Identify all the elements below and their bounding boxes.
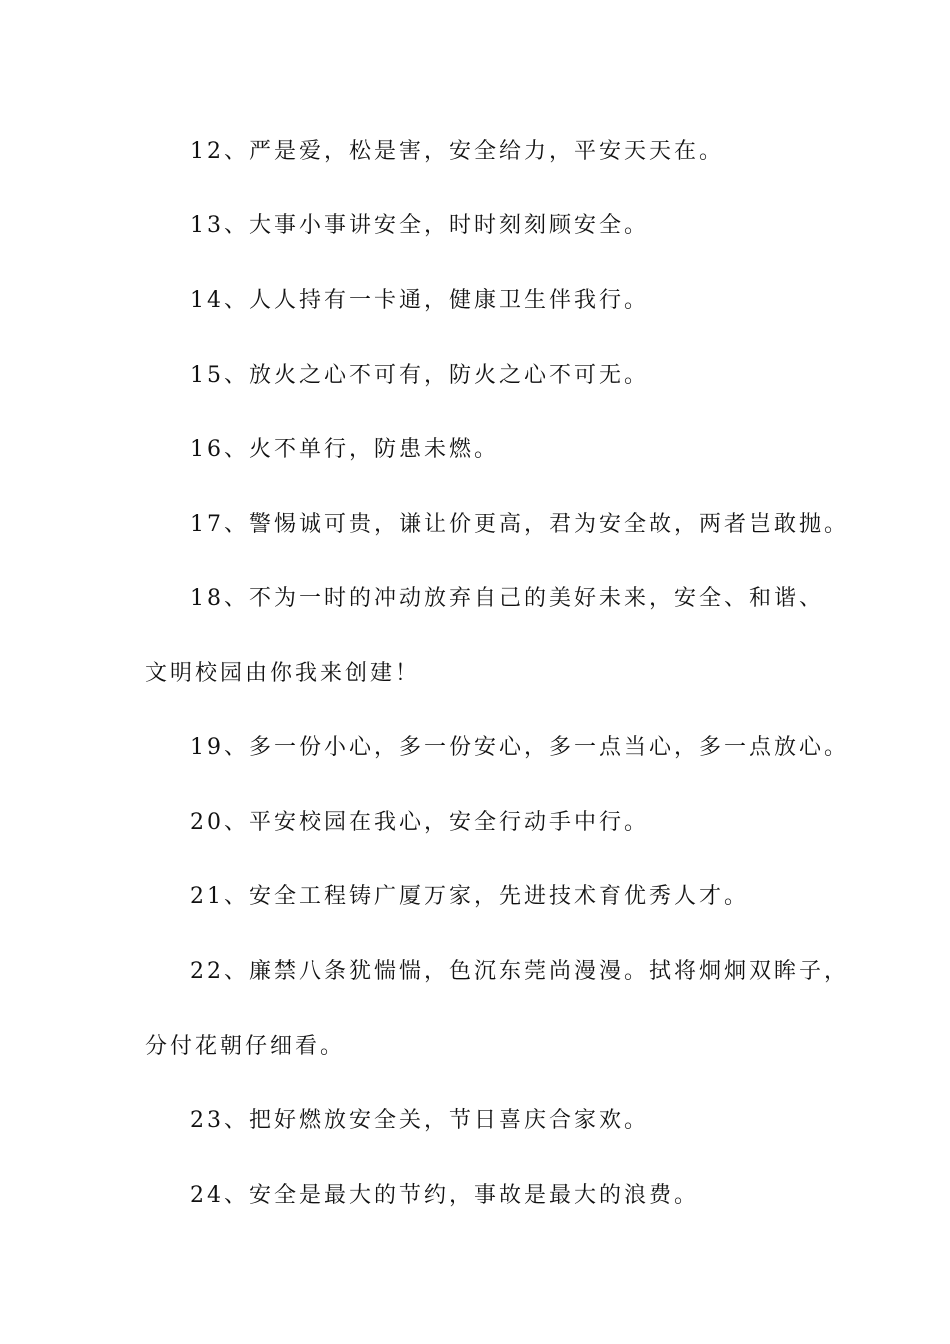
slogan-23: 23、把好燃放安全关，节日喜庆合家欢。 [190,1108,649,1133]
slogan-21: 21、安全工程铸广厦万家，先进技术育优秀人才。 [190,884,749,909]
slogan-19: 19、多一份小心，多一份安心，多一点当心，多一点放心。 [190,735,849,760]
slogan-13: 13、大事小事讲安全，时时刻刻顾安全。 [190,213,649,238]
slogan-17: 17、警惕诚可贵，谦让价更高，君为安全故，两者岂敢抛。 [190,512,849,537]
slogan-15: 15、放火之心不可有，防火之心不可无。 [190,363,649,388]
slogan-18-line-1: 18、不为一时的冲动放弃自己的美好未来，安全、和谐、 [190,586,824,611]
slogan-14: 14、人人持有一卡通，健康卫生伴我行。 [190,288,649,313]
slogan-20: 20、平安校园在我心，安全行动手中行。 [190,810,649,835]
slogan-12: 12、严是爱，松是害，安全给力，平安天天在。 [190,139,724,164]
slogan-24: 24、安全是最大的节约，事故是最大的浪费。 [190,1183,699,1208]
slogan-22-line-2: 分付花朝仔细看。 [145,1034,346,1059]
slogan-16: 16、火不单行，防患未燃。 [190,437,499,462]
slogan-22-line-1: 22、廉禁八条犹惴惴，色沉东莞尚漫漫。拭将炯炯双眸子， [190,959,849,984]
slogan-18-line-2: 文明校园由你我来创建！ [145,661,421,686]
